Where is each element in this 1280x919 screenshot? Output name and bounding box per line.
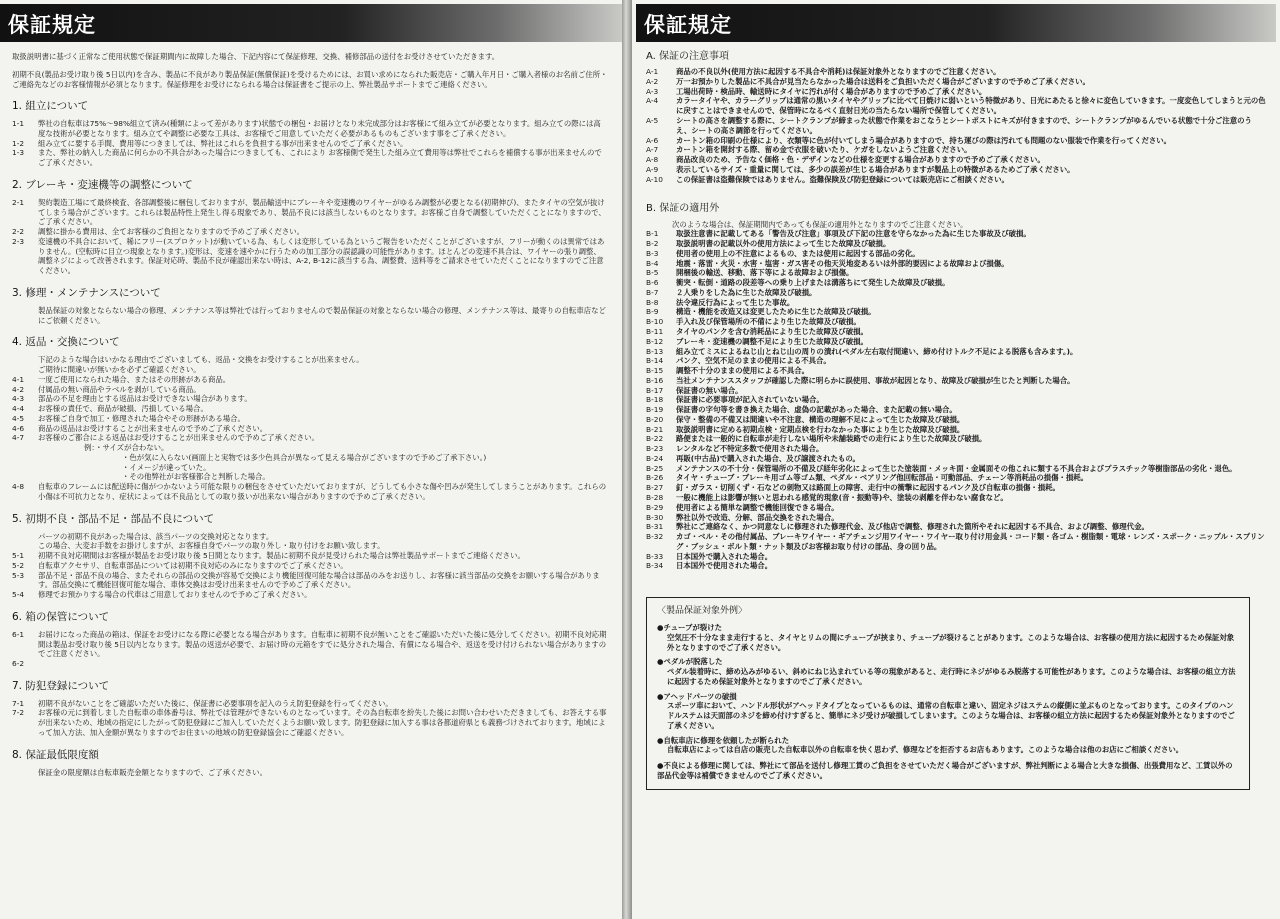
clause-number: B-27 bbox=[646, 483, 664, 493]
clause-text: ・イメージが違っていた。 bbox=[122, 462, 211, 472]
clause-text: 取扱説明書の記載以外の使用方法によって生じた故障及び破損。 bbox=[676, 239, 891, 249]
section-heading: 1. 組立について bbox=[12, 100, 89, 113]
clause-text: 保守・整備の不備又は間違いや不注意、構造の理解不足によって生じた故障及び破損。 bbox=[676, 414, 965, 424]
clause-text bbox=[38, 659, 608, 669]
clause-number: A-1 bbox=[646, 67, 659, 77]
clause-text: 弊社にご連絡なく、かつ同意なしに修理された修理代金、及び他店で調整、修理された箇所やそれに起因する不具合、および調整、修理代金。 bbox=[676, 522, 1149, 532]
clause-text: また、弊社の納入した商品に何らかの不具合があった場合につきましても、これにより お客様側で発生した組み立て費用等は弊社でこれらを補償する事が出来ませんのでご了承ください。 bbox=[38, 148, 602, 168]
clause-text: 一般に機能上は影響が無いと思われる感覚的現象(音・振動等)や、塗装の剥離を伴わない腐食など。 bbox=[676, 493, 1008, 502]
clause-text: 商品改良のため、予告なく価格・色・デザインなどの仕様を変更する場合がありますので予めご了承ください。 bbox=[676, 155, 1045, 165]
clause-text: 部品不足・部品不良の場合、またそれらの部品の交換が容易で交換により機能回復可能な場合は部品のみをお送りし、お客様に該当部品の交換をお願いする場合があります。部品交換にて機能回復可能な場合、車体交換はお受け出来ませんので予めご了承ください。 bbox=[38, 570, 600, 590]
clause bbox=[12, 630, 608, 659]
clause-number: B-22 bbox=[646, 434, 664, 444]
clause-b bbox=[646, 425, 1266, 435]
clause-number: B-14 bbox=[646, 356, 664, 366]
clause-number: B-30 bbox=[646, 512, 664, 522]
clause-number: 4-5 bbox=[12, 413, 25, 423]
clause-number: 6-1 bbox=[12, 629, 25, 639]
clause bbox=[12, 198, 608, 227]
section-heading: 8. 保証最低限度額 bbox=[12, 748, 99, 761]
clause-text: カゴ・ベル・その他付属品、ブレーキワイヤー・ギアチェンジ用ワイヤー・ワイヤー取り付け用金具・コード類・各ゴム・樹脂類・電球・レンズ・スポーク・ニップル・スプリング・ブッシュ・ボルト類・ナット類及びお客様お取り付けの部品、身の回り品。 bbox=[676, 532, 1265, 551]
section bbox=[12, 749, 608, 778]
exclusion-case-desc: 空気圧不十分なまま走行すると、タイヤとリムの間にチューブが挟まり、チューブが裂けることがあります。このような場合は、お客様の使用方法に起因するため保証対象外となりますのでご了承ください。 bbox=[667, 632, 1235, 652]
clause-a bbox=[646, 116, 1266, 136]
section-heading: 2. ブレーキ・変速機等の調整について bbox=[12, 178, 193, 191]
clause-text: 法令違反行為によって生じた事故。 bbox=[676, 297, 795, 307]
clause-text: 調整に掛かる費用は、全てお客様のご負担となりますので予めご了承ください。 bbox=[38, 227, 305, 237]
clause-a bbox=[646, 67, 1266, 77]
clause-number: B-4 bbox=[646, 258, 659, 268]
clause-text: 開梱後の輸送、移動、落下等による故障および損傷。 bbox=[676, 268, 854, 278]
exclusion-case-title: ●自転車店に修理を依頼したが断られた bbox=[657, 735, 790, 745]
clause-number: A-9 bbox=[646, 164, 659, 174]
clause-number: 4-7 bbox=[12, 433, 25, 443]
clause bbox=[12, 394, 608, 404]
clause-text: 当社メンテナンススタッフが確認した際に明らかに誤使用、事故が起因となり、故障及び破損が生じたと判断した場合。 bbox=[676, 375, 1075, 385]
clause-a bbox=[646, 155, 1266, 165]
clause-number bbox=[12, 355, 38, 365]
clause-number: 4-4 bbox=[12, 404, 25, 414]
clause-text: 初期不良がないことをご確認いただいた後に、保証書に必要事項を記入のうえ防犯登録を行ってください。 bbox=[38, 698, 393, 708]
section-heading: 7. 防犯登録について bbox=[12, 679, 110, 692]
clause bbox=[12, 375, 608, 385]
exclusion-case-title: ●ペダルが脱落した bbox=[657, 657, 723, 667]
clause-number: A-5 bbox=[646, 116, 659, 126]
clause-number: 4-2 bbox=[12, 384, 25, 394]
section bbox=[12, 100, 608, 168]
clause bbox=[12, 139, 608, 149]
exclusion-case bbox=[657, 736, 1239, 756]
clause-text: 調整不十分のままの使用による不具合。 bbox=[676, 366, 810, 376]
left-title-bar bbox=[0, 4, 622, 42]
clause bbox=[12, 532, 608, 542]
clause-number: A-6 bbox=[646, 135, 659, 145]
clause-text: 契約製造工場にて最終検査、各部調整後に梱包しておりますが、製品輸送中にブレーキや変速機のワイヤーがゆるみ調整が必要となる(初期伸び)、またタイヤの空気が抜けてしまう場合がございます。これらは製品特性上発生し得る現象であり、製品不良には該当しないものとなります。お客様ご自身で調整していただくことになりますので、ご了承ください。 bbox=[38, 197, 606, 227]
clause-text: 保証金の限度額は自転車販売金額となりますので、ご了承ください。 bbox=[38, 767, 267, 777]
clause-text: 保証書に必要事項が記入されていない場合。 bbox=[676, 395, 824, 405]
clause-b bbox=[646, 337, 1266, 347]
clause-text: 一度ご使用になられた場合、またはその形跡がある商品。 bbox=[38, 374, 231, 384]
clause-text: 使用者の使用上の不注意によるもの、または使用に起因する部品の劣化。 bbox=[676, 248, 920, 258]
clause-number: B-1 bbox=[646, 229, 659, 239]
exclusion-case bbox=[657, 623, 1239, 652]
clause-b bbox=[646, 483, 1266, 493]
clause-number bbox=[12, 541, 38, 551]
exclusion-case-title: ●アヘッドパーツの破損 bbox=[657, 691, 737, 701]
page-gutter bbox=[622, 0, 632, 919]
clause-a bbox=[646, 145, 1266, 155]
clause bbox=[12, 708, 608, 737]
clause-number bbox=[58, 443, 84, 453]
clause-a bbox=[646, 77, 1266, 87]
clause bbox=[12, 433, 608, 443]
clause-number: 6-2 bbox=[12, 659, 25, 669]
clause-b bbox=[646, 532, 1266, 552]
clause-number: B-23 bbox=[646, 444, 664, 454]
clause bbox=[12, 482, 608, 502]
section-heading: 6. 箱の保管について bbox=[12, 610, 110, 623]
clause-text: 保証書の字句等を書き換えた場合、虚偽の記載があった場合、また記載の無い場合。 bbox=[676, 405, 957, 415]
exclusion-note bbox=[657, 761, 1239, 781]
exclusion-case bbox=[657, 692, 1239, 731]
clause-number: 5-2 bbox=[12, 560, 25, 570]
clause-number: B-33 bbox=[646, 551, 664, 561]
clause-number: B-16 bbox=[646, 375, 664, 385]
clause-b bbox=[646, 307, 1266, 317]
clause-text: メンテナンスの不十分・保管場所の不備及び経年劣化によって生じた塗装面・メッキ面・金属面その他これに類する不具合およびプラスチック等樹脂部品の劣化・退色。 bbox=[676, 463, 1237, 473]
clause-number: 4-1 bbox=[12, 374, 25, 384]
clause-number: A-7 bbox=[646, 145, 659, 155]
clause-number bbox=[12, 306, 38, 326]
clause-text: 釘・ガラス・切削くず・石などの刺物又は路面上の障害、走行中の衝撃に起因するパンク及び自転車の損傷・損耗。 bbox=[676, 483, 1060, 493]
exclusion-note-text: ●不良による修理に関しては、弊社にて部品を送付し修理工賃のご負担をさせていただく場合がございますが、弊社判断による場合と大きな損傷、出張費用など、工賃以外の部品代金等は補償できませんのでご了承ください。 bbox=[657, 761, 1233, 780]
exclusion-box-heading: 〈製品保証対象外例〉 bbox=[657, 606, 748, 617]
section-heading: 4. 返品・交換について bbox=[12, 336, 120, 349]
clause-b bbox=[646, 552, 1266, 562]
clause-b bbox=[646, 239, 1266, 249]
clause bbox=[12, 119, 608, 139]
clause-text: 修理でお預かりする場合の代車はご用意しておりませんので予めご了承ください。 bbox=[38, 590, 312, 600]
clause-text: お客様ご自身で加工・修理された場合やその形跡がある場合。 bbox=[38, 413, 245, 423]
clause-b bbox=[646, 561, 1266, 571]
clause-number: B-8 bbox=[646, 297, 659, 307]
clause-text: 初期不良対応期間はお客様が製品をお受け取り後 5日間となります。製品に初期不良が見受けられた場合は弊社製品サポートまでご連絡ください。 bbox=[38, 551, 525, 561]
clause-number: 5-3 bbox=[12, 570, 25, 580]
clause-b bbox=[646, 356, 1266, 366]
clause bbox=[12, 385, 608, 395]
clause-a bbox=[646, 136, 1266, 146]
section bbox=[12, 513, 608, 600]
clause-text: 例：・サイズが合わない。 bbox=[84, 443, 169, 453]
clause bbox=[12, 659, 608, 669]
clause-text: 商品の返品はお受けすることが出来ませんので予めご了承ください。 bbox=[38, 423, 268, 433]
clause-number: A-3 bbox=[646, 86, 659, 96]
clause-number: B-32 bbox=[646, 532, 664, 542]
clause bbox=[12, 355, 608, 365]
clause-number: B-28 bbox=[646, 493, 664, 502]
clause-a bbox=[646, 175, 1266, 185]
left-sections bbox=[12, 100, 608, 777]
clause-number: 4-8 bbox=[12, 482, 25, 492]
clause-b bbox=[646, 376, 1266, 386]
clause-text: 弊社以外で改造、分解、部品交換をされた場合。 bbox=[676, 512, 839, 522]
clause-text: レンタルなど不特定多数で使用された場合。 bbox=[676, 444, 824, 454]
clause-text: この場合、大変お手数をお掛けしますが、お客様自身でパーツの取り外し・取り付けをお願い致します。 bbox=[38, 541, 385, 551]
clause-b bbox=[646, 278, 1266, 288]
clause-number: 2-1 bbox=[12, 197, 25, 207]
clause-text: 付属品の無い商品やラベルを剥がしている商品。 bbox=[38, 384, 201, 394]
clause-number bbox=[12, 532, 38, 542]
clause-b bbox=[646, 415, 1266, 425]
clause-number: B-26 bbox=[646, 473, 664, 483]
clause-b bbox=[646, 503, 1266, 513]
clause-text: 弊社の自転車は75%〜98%組立て済み(種類によって差があります)状態での梱包・お届けとなり未完成部分はお客様にて組み立てが必要となります。組み立ての際には高度な技術が必要となります。組み立てや調整に必要な工具は、お客様でご用意していただく必要があるものもございます事をご了承ください。 bbox=[38, 119, 601, 138]
clause-number: B-19 bbox=[646, 405, 664, 415]
exclusion-case-desc: ペダル装着時に、締め込みがゆるい、斜めにねじ込まれている等の現象があると、走行時にネジがゆるみ脱落する可能性があります。このような場合は、お客様の組立方法に起因するため保証対象外となりますのでご了承ください。 bbox=[667, 667, 1236, 686]
section-a-heading: A. 保証の注意事項 bbox=[646, 51, 730, 62]
clause bbox=[12, 699, 608, 709]
right-page-title: 保証規定 bbox=[644, 13, 732, 37]
clause-text: 衝突・転倒・道路の段差等への乗り上げまたは溝落ちにて発生した故障及び破損。 bbox=[676, 278, 950, 288]
clause-a bbox=[646, 96, 1266, 116]
clause-number: 2-3 bbox=[12, 236, 25, 246]
clause-number bbox=[96, 472, 122, 482]
clause-b bbox=[646, 366, 1266, 376]
clause-text: 取扱説明書に定める初期点検・定期点検を行わなかった事により生じた故障及び破損。 bbox=[676, 424, 965, 434]
clause-text: 組み立てに要する手間、費用等につきましては、弊社はこれらを負担する事が出来ませんのでご了承ください。 bbox=[38, 138, 408, 148]
clause bbox=[12, 443, 608, 453]
clause-number: B-6 bbox=[646, 278, 659, 288]
clause-text: ブレーキ・変速機の調整不足により生じた故障及び破損。 bbox=[676, 336, 868, 346]
section-a-list bbox=[646, 67, 1266, 184]
clause-number: B-2 bbox=[646, 239, 659, 249]
clause-number: 1-3 bbox=[12, 148, 25, 158]
clause bbox=[12, 463, 608, 473]
clause-number bbox=[12, 768, 38, 778]
clause-a bbox=[646, 87, 1266, 97]
clause bbox=[12, 306, 608, 326]
clause-number: B-10 bbox=[646, 317, 664, 327]
left-page-title: 保証規定 bbox=[8, 13, 96, 37]
clause-text: 工場出荷時・検品時、輸送時にタイヤに汚れが付く場合がありますので予めご了承ください。 bbox=[676, 86, 987, 96]
clause-number: B-34 bbox=[646, 561, 664, 571]
clause-number: B-18 bbox=[646, 395, 664, 405]
clause-b bbox=[646, 317, 1266, 327]
clause bbox=[12, 472, 608, 482]
clause-number: B-15 bbox=[646, 366, 664, 376]
clause-b bbox=[646, 464, 1266, 474]
clause-text: 日本国外で購入された場合。 bbox=[676, 551, 773, 561]
right-page bbox=[632, 0, 1280, 919]
clause-number: 1-1 bbox=[12, 119, 25, 129]
clause-text: 組み立てミスによるねじ山とねじ山の周りの潰れ(ペダル左右取付間違い、締め付けトルク不足による脱落も含みます。)。 bbox=[676, 346, 1078, 356]
clause-number: B-13 bbox=[646, 346, 664, 356]
clause-b bbox=[646, 454, 1266, 464]
clause-number: A-10 bbox=[646, 174, 663, 184]
clause-number: 7-1 bbox=[12, 698, 25, 708]
clause bbox=[12, 768, 608, 778]
clause-b bbox=[646, 327, 1266, 337]
clause bbox=[12, 590, 608, 600]
section bbox=[12, 287, 608, 325]
clause bbox=[12, 148, 608, 168]
exclusion-case-desc: 自転車店によっては自店の販売した自転車以外の自転車を快く思わず、修理などを拒否するお店もあります。このような場合は他のお店にご相談ください。 bbox=[667, 745, 1184, 755]
clause-b bbox=[646, 347, 1266, 357]
clause bbox=[12, 571, 608, 591]
clause-text: お客様の責任で、商品が破損、汚損している場合。 bbox=[38, 404, 208, 414]
clause-text: 路便または一般的に自転車が走行しない場所や未舗装路での走行により生じた故障及び破損。 bbox=[676, 434, 987, 444]
clause-number: B-25 bbox=[646, 463, 664, 473]
clause-b bbox=[646, 249, 1266, 259]
clause-number: B-17 bbox=[646, 385, 664, 395]
exclusion-examples-box bbox=[646, 597, 1250, 790]
clause-number: 5-4 bbox=[12, 590, 25, 600]
clause-number: B-31 bbox=[646, 522, 664, 532]
clause-text: 自転車アクセサリ、自転車部品については初期不良対応のみになりますのでご了承ください。 bbox=[38, 560, 348, 570]
clause-text: お客様のご都合による返品はお受けすることが出来ませんので予めご了承ください。 bbox=[38, 433, 319, 443]
clause-text: カートン箱の印刷の仕様により、衣類等に色が付いてしまう場合がありますので、持ち運びの際は汚れても問題のない服装で作業を行ってください。 bbox=[676, 135, 1172, 145]
clause-number bbox=[96, 453, 122, 463]
clause-text: 保証書の無い場合。 bbox=[676, 385, 743, 395]
clause bbox=[12, 365, 608, 375]
clause-text: 下記のような場合はいかなる理由でございましても、返品・交換をお受けすることが出来ません。 bbox=[38, 355, 364, 365]
clause-text: 再販(中古品)で購入された場合、及び譲渡されたもの。 bbox=[676, 453, 860, 463]
intro-paragraph: 取扱説明書に基づく正常なご使用状態で保証期間内に故障した場合、下記内容にて保証修理、交換、補修部品の送付をお受けさせていただきます。 bbox=[12, 52, 500, 61]
clause-a bbox=[646, 165, 1266, 175]
left-content bbox=[12, 52, 608, 777]
section bbox=[12, 336, 608, 501]
clause-number: B-12 bbox=[646, 336, 664, 346]
clause-number: B-21 bbox=[646, 424, 664, 434]
clause-b bbox=[646, 229, 1266, 239]
clause-b bbox=[646, 405, 1266, 415]
clause-text: 構造・機能を改造又は変更したために生じた故障及び破損。 bbox=[676, 307, 876, 317]
clause-number: B-7 bbox=[646, 287, 659, 297]
clause-text: ・その他弊社がお客様都合と判断した場合。 bbox=[122, 472, 270, 482]
clause-text: この保証書は盗難保険ではありません。盗難保険及び防犯登録については販売店にご相談ください。 bbox=[676, 174, 1009, 184]
clause-text: タイヤのパンクを含む消耗品により生じた故障及び破損。 bbox=[676, 326, 868, 336]
clause-text: 手入れ及び保管場所の不備により生じた故障及び破損。 bbox=[676, 317, 861, 327]
right-title-bar bbox=[636, 4, 1276, 42]
intro-paragraph-2: 初期不良(製品お受け取り後 5日以内)を含み、製品に不良があり製品保証(無償保証)を受けるためには、お買い求めになられた販売店・ご購入年月日・ご購入者様のお名前ご住所・ご連絡先などのお客様情報が必須となります。保証修理をお受けになられる場合は保証書をご提示の上、弊社製品サポートまでご連絡ください。 bbox=[12, 69, 608, 89]
section-b-intro: 次のような場合は、保証期間内であっても保証の適用外となりますのでご注意ください。 bbox=[672, 219, 968, 229]
clause bbox=[12, 541, 608, 551]
clause-b bbox=[646, 522, 1266, 532]
section-b-heading: B. 保証の適用外 bbox=[646, 203, 720, 215]
clause bbox=[12, 453, 608, 463]
clause-text: ・色が気に入らない(画面上と実物では多少色具合が異なって見える場合がございますので予めご了承下さい。) bbox=[122, 452, 487, 462]
clause-number bbox=[12, 365, 38, 375]
clause-b bbox=[646, 386, 1266, 396]
clause-number: A-8 bbox=[646, 155, 659, 165]
clause-number: 5-1 bbox=[12, 551, 25, 561]
clause-text: 表示しているサイズ・重量に関しては、多少の誤差が生じる場合がありますが製品上の特徴があるためご了承ください。 bbox=[676, 164, 1075, 174]
clause-number: 4-6 bbox=[12, 423, 25, 433]
clause-text: ご期待に間違いが無いかを必ずご確認ください。 bbox=[38, 364, 201, 374]
exclusion-case-desc: スポーツ車において、ハンドル形状がアヘッドタイプとなっているものは、通常の自転車と違い、固定ネジはステムの縦側に並ぶものとなっております。このタイプのハンドルステムは天面部のネジを締め付けすぎると、簡単にネジ受けが破損してしまいます。このような場合は、お客様の組立方法に起因するため保証対象外となりますのでご了承ください。 bbox=[667, 701, 1235, 730]
clause-number: A-2 bbox=[646, 76, 659, 86]
clause-number: B-5 bbox=[646, 268, 659, 278]
clause-b bbox=[646, 473, 1266, 483]
left-page bbox=[0, 0, 622, 919]
clause bbox=[12, 424, 608, 434]
clause bbox=[12, 237, 608, 276]
clause-text: ２人乗りをした為に生じた故障及び破損。 bbox=[676, 287, 817, 297]
clause-number: 7-2 bbox=[12, 708, 25, 718]
clause-b bbox=[646, 259, 1266, 269]
clause-number: 4-3 bbox=[12, 394, 25, 404]
section bbox=[12, 680, 608, 738]
clause-text: 取扱注意書に記載してある「警告及び注意」事項及び下記の注意を守らなかった為に生じた事故及び破損。 bbox=[676, 229, 1031, 239]
clause-number: A-4 bbox=[646, 96, 659, 106]
clause-text: パーツの初期不良があった場合は、該当パーツの交換対応となります。 bbox=[38, 531, 274, 541]
clause-text: シートの高さを調整する際に、シートクランプが締まった状態で作業をおこなうとシートポストにキズが付きますので、シートクランプがゆるんでいる状態で十分ご注意のうえ、シートの高さ調節を行ってください。 bbox=[676, 116, 1252, 135]
clause bbox=[12, 404, 608, 414]
clause-number: 2-2 bbox=[12, 227, 25, 237]
clause-text: 万一お預かりした製品に不具合が見当たらなかった場合は送料をご負担いただく場合がございますので予めご了承ください。 bbox=[676, 76, 1090, 86]
clause-number: B-29 bbox=[646, 502, 664, 512]
clause-text: 部品の不足を理由とする返品はお受けできない場合があります。 bbox=[38, 394, 252, 404]
exclusion-case-title: ●チューブが裂けた bbox=[657, 623, 722, 632]
clause bbox=[12, 561, 608, 571]
clause-text: パンク、空気不足のままの使用による不具合。 bbox=[676, 356, 831, 366]
clause-text: 商品の不良以外(使用方法に起因する不具合や消耗)は保証対象外となりますのでご注意ください。 bbox=[676, 67, 1001, 77]
clause-number: 1-2 bbox=[12, 138, 25, 148]
section-heading: 5. 初期不良・部品不足・部品不良について bbox=[12, 512, 215, 525]
section-heading: 3. 修理・メンテナンスについて bbox=[12, 286, 161, 299]
section-b-list bbox=[646, 229, 1266, 571]
clause-text: タイヤ・チューブ・ブレーキ用ゴム等ゴム類、ペダル・ベアリング他回転部品・可動部品、チェーン等消耗品の損傷・損耗。 bbox=[676, 473, 1089, 483]
clause-text: お客様の元に到着しました自転車の車体番号は、弊社では管理ができないものとなっています。その為自転車を紛失した後にお問い合わせいただきましても、お答えする事が出来ないため、地域の指定にしたがって防犯登録にご加入していただくようお願い致します。防犯登録に加入する事は各都道府県とも義務づけされております。地域によって加入方法、加入金額が異なりますのでお住まいの地域の防犯登録協会にご確認ください。 bbox=[38, 708, 607, 737]
clause-text: 地震・落雷・火災・水害・塩害・ガス害その他天災地変あるいは外部的要因による故障および損傷。 bbox=[676, 258, 1009, 268]
clause-text: カラータイヤや、カラーグリップは通常の黒いタイヤやグリップに比べて日焼けに弱いという特徴があり、日光にあたると徐々に変色していきます。一度変色してしまうと元の色に戻すことはできませんので、保管時になるべく直射日光の当たらない場所で保管してください。 bbox=[676, 96, 1266, 116]
clause bbox=[12, 414, 608, 424]
clause-b bbox=[646, 493, 1266, 503]
clause-text: 製品保証の対象とならない場合の修理、メンテナンス等は弊社では行っておりませんので製品保証の対象とならない場合の修理、メンテナンス等は、最寄りの自転車店などにご依頼ください。 bbox=[38, 305, 606, 325]
section bbox=[12, 611, 608, 669]
clause-b bbox=[646, 395, 1266, 405]
right-content bbox=[646, 50, 1266, 790]
clause-number: B-9 bbox=[646, 307, 659, 317]
clause-b bbox=[646, 513, 1266, 523]
exclusion-cases bbox=[657, 623, 1239, 755]
clause-text: カートン箱を開封する際、留め金で衣服を破いたり、ケガをしないようご注意ください。 bbox=[676, 145, 972, 155]
clause-b bbox=[646, 298, 1266, 308]
clause-number: B-3 bbox=[646, 248, 659, 258]
clause-number: B-11 bbox=[646, 326, 664, 336]
clause-text: 使用者による簡単な調整で機能回復できる場合。 bbox=[676, 502, 839, 512]
clause bbox=[12, 227, 608, 237]
clause-text: お届けになった商品の箱は、保証をお受けになる際に必要となる場合があります。自転車に初期不良が無いことをご確認いただいた後に処分してください。初期不良対応期間は製品お受け取り後 5日以内となります。製品の返送が必要で、お届け時の元箱をすでに処分された場合、有償になる場合や、返送を受け付けられない場合がありますのでご注意ください。 bbox=[38, 629, 607, 659]
clause-b bbox=[646, 288, 1266, 298]
clause-text: 変速機の不具合において、稀にフリー(スプロケット)が動いている為、もしくは変形している為というご報告をいただくことがございますが、フリーが動くのは異常ではありません。(空転時に目立つ現象となります。)変形は、変速を速やかに行うための加工部分の誤認識の可能性があります。ほとんどの変速不具合は、ワイヤーの張り調整、調整ネジによって改善されます。保証対応時、製品不良が確認出来ない時は、A-2, B-12に該当する為、調整費、送料等をご請求させていただくことになりますのでご注意ください。 bbox=[38, 236, 605, 276]
clause-number bbox=[96, 463, 122, 473]
clause-number: B-20 bbox=[646, 414, 664, 424]
exclusion-case bbox=[657, 657, 1239, 686]
clause-number: B-24 bbox=[646, 453, 664, 463]
clause bbox=[12, 551, 608, 561]
clause-b bbox=[646, 434, 1266, 444]
clause-text: 自転車のフレームには配送時に傷がつかないよう可能な限りの梱包をさせていただいておりますが、どうしても小さな傷や凹みが発生してしまうことがあります。これらの小傷は不可抗力となり、症状によっては不良品としての取り扱いが出来ない場合がありますので予めご了承ください。 bbox=[38, 482, 607, 501]
clause-text: 日本国外で使用された場合。 bbox=[676, 561, 773, 571]
clause-b bbox=[646, 268, 1266, 278]
clause-b bbox=[646, 444, 1266, 454]
section bbox=[12, 179, 608, 276]
